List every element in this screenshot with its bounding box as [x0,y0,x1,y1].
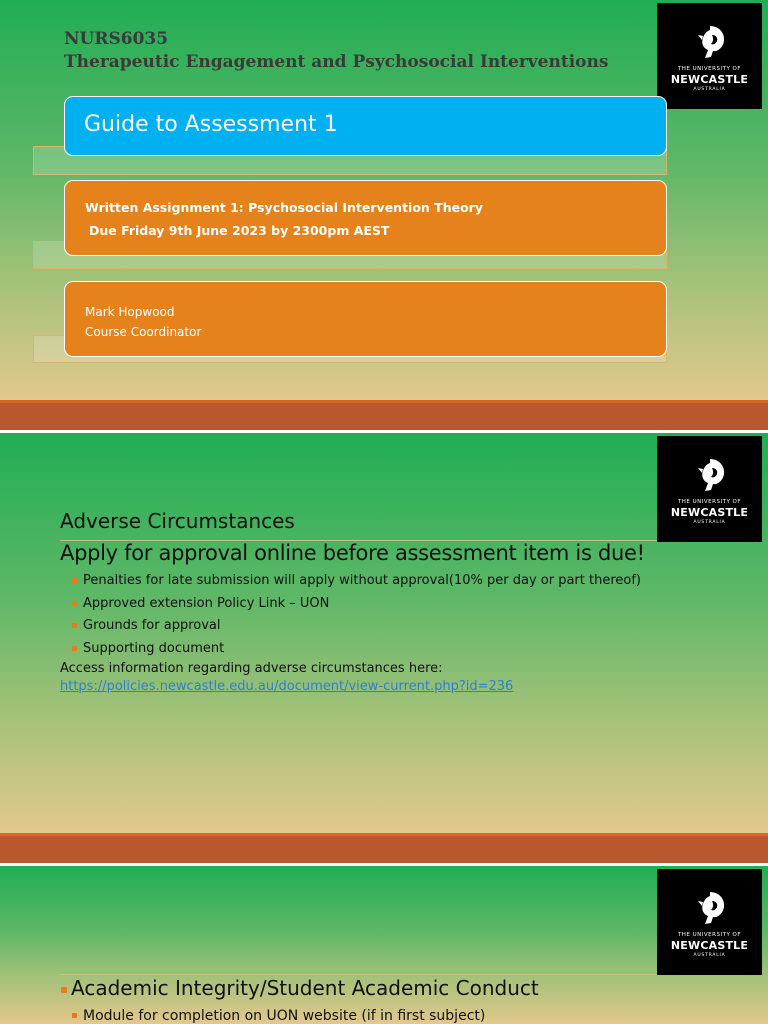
course-title: Therapeutic Engagement and Psychosocial Interventions [64,52,609,72]
list-item: Approved extension Policy Link – UON [70,593,641,616]
integrity-heading-row [61,976,539,1000]
integrity-heading: Academic Integrity/Student Academic Conduct [71,976,539,1000]
university-logo [657,869,762,975]
heading-divider [60,974,657,975]
university-logo [657,436,762,542]
seahorse-icon [690,456,730,494]
logo-line-1: THE UNIVERSITY OF [677,66,742,72]
logo-line-3: AUSTRALIA [693,87,726,92]
assignment-box [64,180,667,256]
adverse-subheading: Apply for approval online before assessment item is due! [60,541,645,565]
logo-line-2: NEWCASTLE [670,939,749,952]
coordinator-name: Mark Hopwood [85,305,175,319]
coordinator-role: Course Coordinator [85,325,202,339]
access-info-text: Access information regarding adverse circumstances here: [60,661,443,676]
list-item: Penalties for late submission will apply without approval(10% per day or part thereof) [70,570,641,593]
bullet-marker [61,987,67,993]
list-item: Supporting document [70,638,641,661]
adverse-circumstances-link[interactable]: https://policies.newcastle.edu.au/document/view-current.php?id=236 [60,679,514,694]
seahorse-icon [690,23,730,61]
integrity-bullet-list [70,1005,485,1024]
logo-line-1: THE UNIVERSITY OF [677,932,742,938]
logo-line-2: NEWCASTLE [670,73,749,86]
guide-title-box [64,96,667,156]
slide-divider-2 [0,833,768,863]
adverse-heading: Adverse Circumstances [60,509,295,533]
slide-3 [0,866,768,1024]
logo-line-2: NEWCASTLE [670,506,749,519]
slide-1 [0,0,768,400]
list-item: Module for completion on UON website (if in first subject) [70,1005,485,1024]
slide-divider-1 [0,400,768,430]
seahorse-icon [690,889,730,927]
assignment-title: Written Assignment 1: Psychosocial Intervention Theory [85,200,483,215]
university-logo [657,3,762,109]
logo-line-1: THE UNIVERSITY OF [677,499,742,505]
coordinator-box [64,281,667,357]
course-header [64,28,608,74]
adverse-bullet-list [70,570,641,660]
logo-line-3: AUSTRALIA [693,520,726,525]
logo-line-3: AUSTRALIA [693,953,726,958]
course-code: NURS6035 [64,29,169,49]
guide-title: Guide to Assessment 1 [84,112,338,137]
slide-2 [0,433,768,833]
assignment-due-date: Due Friday 9th June 2023 by 2300pm AEST [89,223,390,238]
list-item: Grounds for approval [70,615,641,638]
